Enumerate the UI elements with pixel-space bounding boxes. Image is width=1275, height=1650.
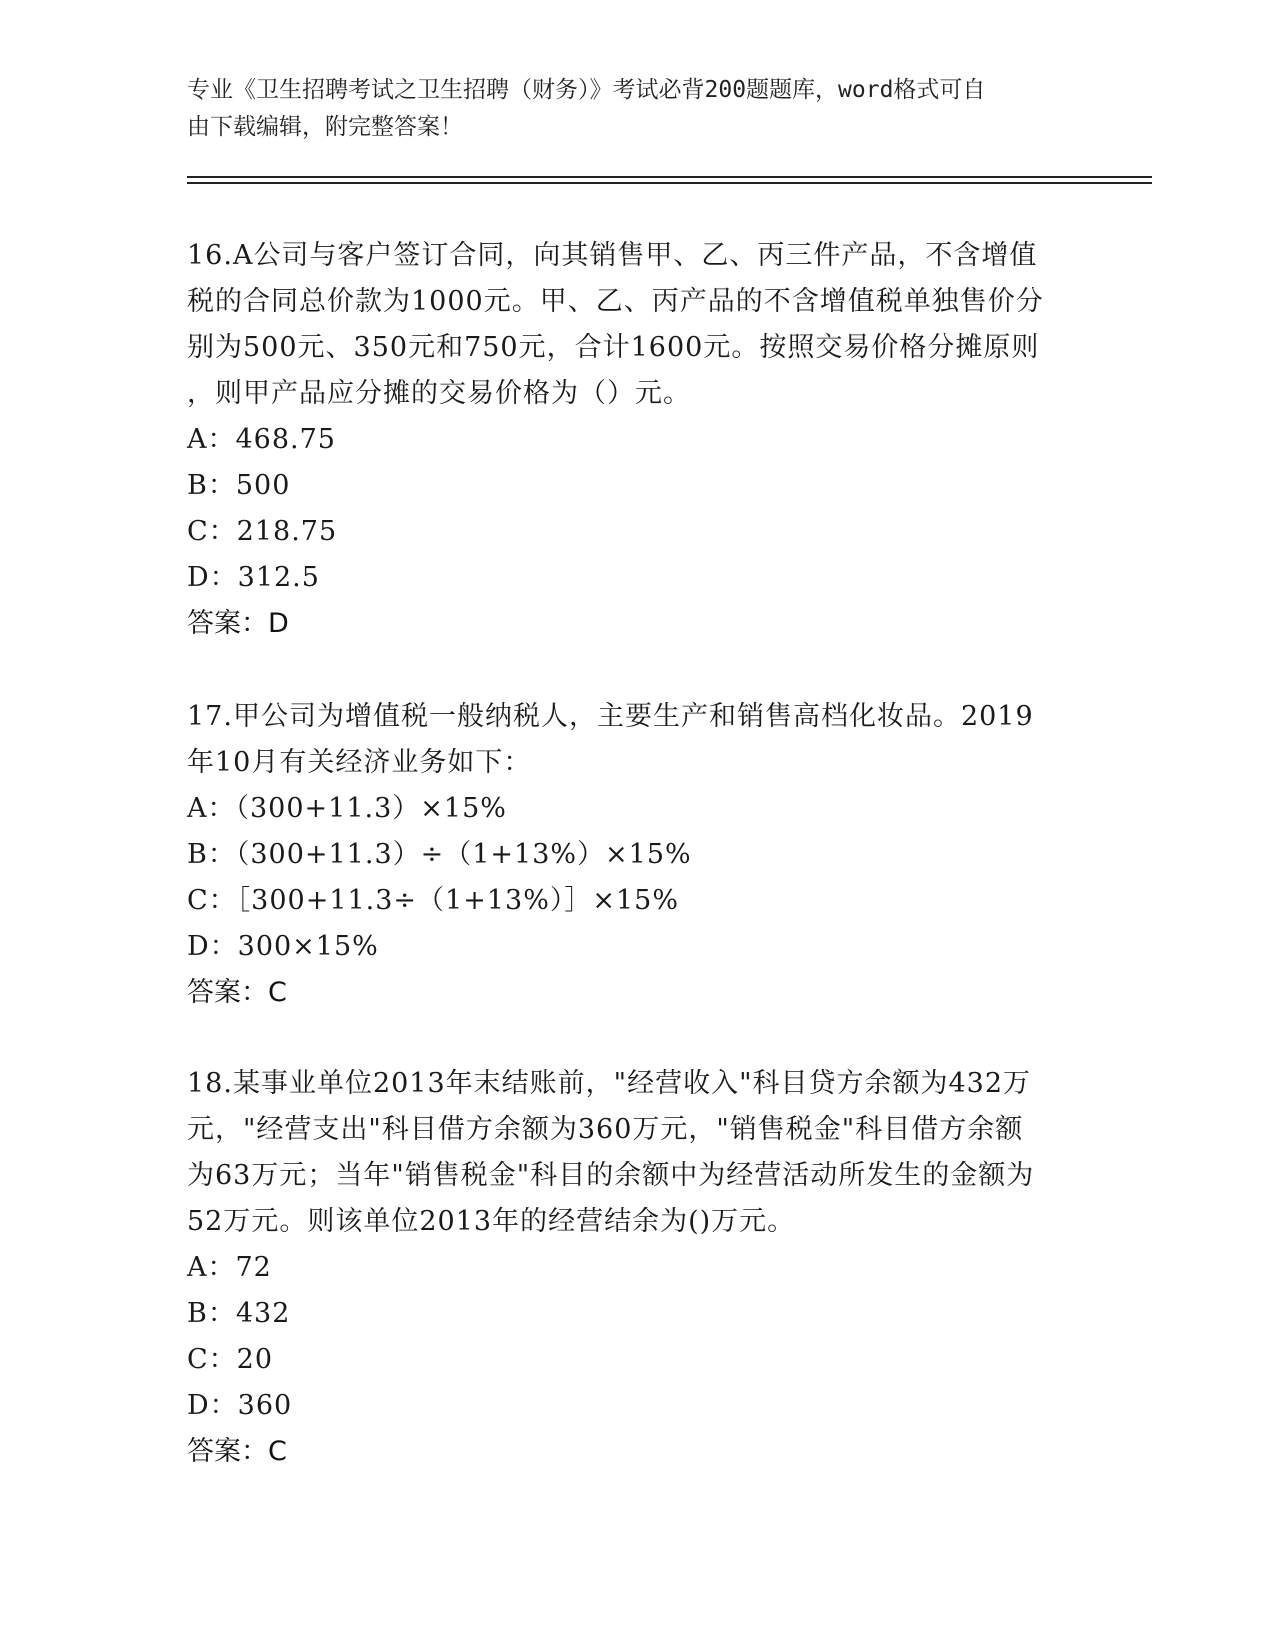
option-c: C：20: [187, 1344, 274, 1375]
header-divider-top: [187, 176, 1152, 178]
option-c: C：218.75: [187, 516, 338, 547]
answer-line: 答案：C: [187, 977, 287, 1008]
question-stem-line: 18.某事业单位2013年末结账前，"经营收入"科目贷方余额为432万: [187, 1068, 1032, 1099]
option-d: D：300×15%: [187, 931, 379, 962]
question-17: [187, 694, 1087, 1016]
question-stem-line: 年10月有关经济业务如下：: [187, 747, 532, 778]
header-divider-bottom: [187, 182, 1152, 184]
question-stem-line: ，则甲产品应分摊的交易价格为（）元。: [187, 378, 691, 409]
question-18: [187, 1061, 1087, 1475]
answer-line: 答案：C: [187, 1436, 287, 1467]
document-header: [187, 72, 1067, 146]
header-line-2: 由下载编辑，附完整答案！: [187, 114, 463, 140]
option-c: C：［300+11.3÷（1+13%）］×15%: [187, 885, 680, 916]
question-stem-line: 元，"经营支出"科目借方余额为360万元，"销售税金"科目借方余额: [187, 1114, 1024, 1145]
question-stem-line: 16.A公司与客户签订合同，向其销售甲、乙、丙三件产品，不含增值: [187, 240, 1038, 271]
question-stem-line: 税的合同总价款为1000元。甲、乙、丙产品的不含增值税单独售价分: [187, 286, 1044, 317]
option-a: A：72: [187, 1252, 272, 1283]
option-a: A：468.75: [187, 424, 336, 455]
answer-line: 答案：D: [187, 608, 289, 639]
question-stem-line: 为63万元；当年"销售税金"科目的余额中为经营活动所发生的金额为: [187, 1160, 1035, 1191]
option-b: B：500: [187, 470, 291, 501]
option-d: D：312.5: [187, 562, 320, 593]
question-stem-line: 17.甲公司为增值税一般纳税人，主要生产和销售高档化妆品。2019: [187, 701, 1034, 732]
question-16: [187, 233, 1087, 647]
option-d: D：360: [187, 1390, 293, 1421]
header-line-1: 专业《卫生招聘考试之卫生招聘（财务）》考试必背200题题库，word格式可自: [187, 77, 986, 103]
option-a: A：（300+11.3）×15%: [187, 793, 507, 824]
question-stem-line: 别为500元、350元和750元，合计1600元。按照交易价格分摊原则: [187, 332, 1040, 363]
option-b: B：432: [187, 1298, 291, 1329]
question-stem-line: 52万元。则该单位2013年的经营结余为()万元。: [187, 1206, 796, 1237]
option-b: B：（300+11.3）÷（1+13%）×15%: [187, 839, 692, 870]
